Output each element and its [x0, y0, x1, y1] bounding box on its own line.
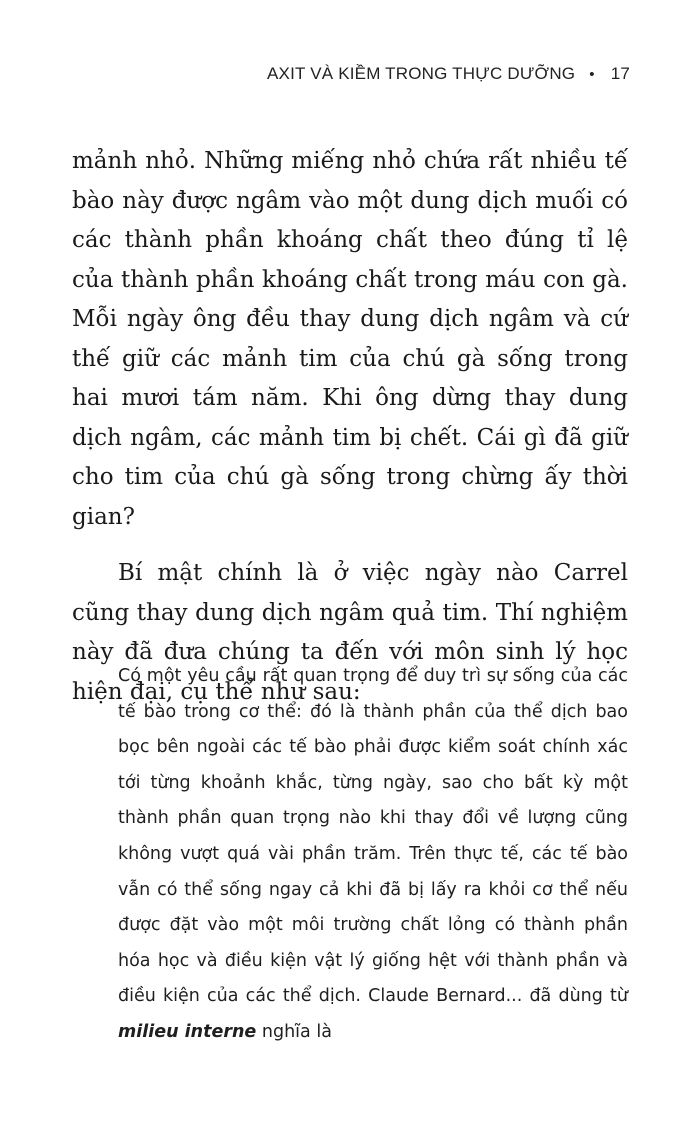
running-title: AXIT VÀ KIỀM TRONG THỰC DƯỠNG	[267, 64, 576, 83]
paragraph-1: mảnh nhỏ. Những miếng nhỏ chứa rất nhiều tế bào này được ngâm vào một dung dịch muối có các thành phần khoáng chất theo đúng tỉ lệ của thành phần khoáng chất trong máu con gà. Mỗi ngày ông đều thay dung dịch ngâm và cứ thế giữ các mảnh tim của chú gà sống trong hai mươi tám năm. Khi ông dừng thay dung dịch ngâm, các mảnh tim bị chết. Cái gì đã giữ cho tim của chú gà sống trong chừng ấy thời gian?	[72, 148, 628, 530]
quote-text-before: Có một yêu cầu rất quan trọng để duy trì sự sống của các tế bào trong cơ thể: đó là thành phần của thể dịch bao bọc bên ngoài các tế bào phải được kiểm soát chính xác tới từng khoảnh khắc, từng ngày, sao cho bất kỳ một thành phần quan trọng nào khi thay đổi về lượng cũng không vượt quá vài phần trăm. Trên thực tế, các tế bào vẫn có thể sống ngay cả khi đã bị lấy ra khỏi cơ thể nếu được đặt vào một môi trường chất lỏng có thành phần hóa học và điều kiện vật lý giống hệt với thành phần và điều kiện của các thể dịch. Claude Bernard... đã dùng từ	[118, 666, 628, 1007]
block-quote	[118, 659, 628, 1051]
quote-text-after: nghĩa là	[261, 1021, 332, 1042]
page-number: 17	[610, 64, 630, 83]
paragraph-2: Bí mật chính là ở việc ngày nào Carrel cũng thay dung dịch ngâm quả tim. Thí nghiệm này đã đưa chúng ta đến với môn sinh lý học hiện đại, cụ thể như sau:	[72, 560, 628, 705]
main-text	[72, 142, 628, 712]
header-bullet: •	[589, 65, 595, 83]
running-header	[267, 64, 630, 84]
quote-emphasis: milieu interne	[118, 1021, 257, 1042]
quote-paragraph	[118, 659, 628, 1051]
